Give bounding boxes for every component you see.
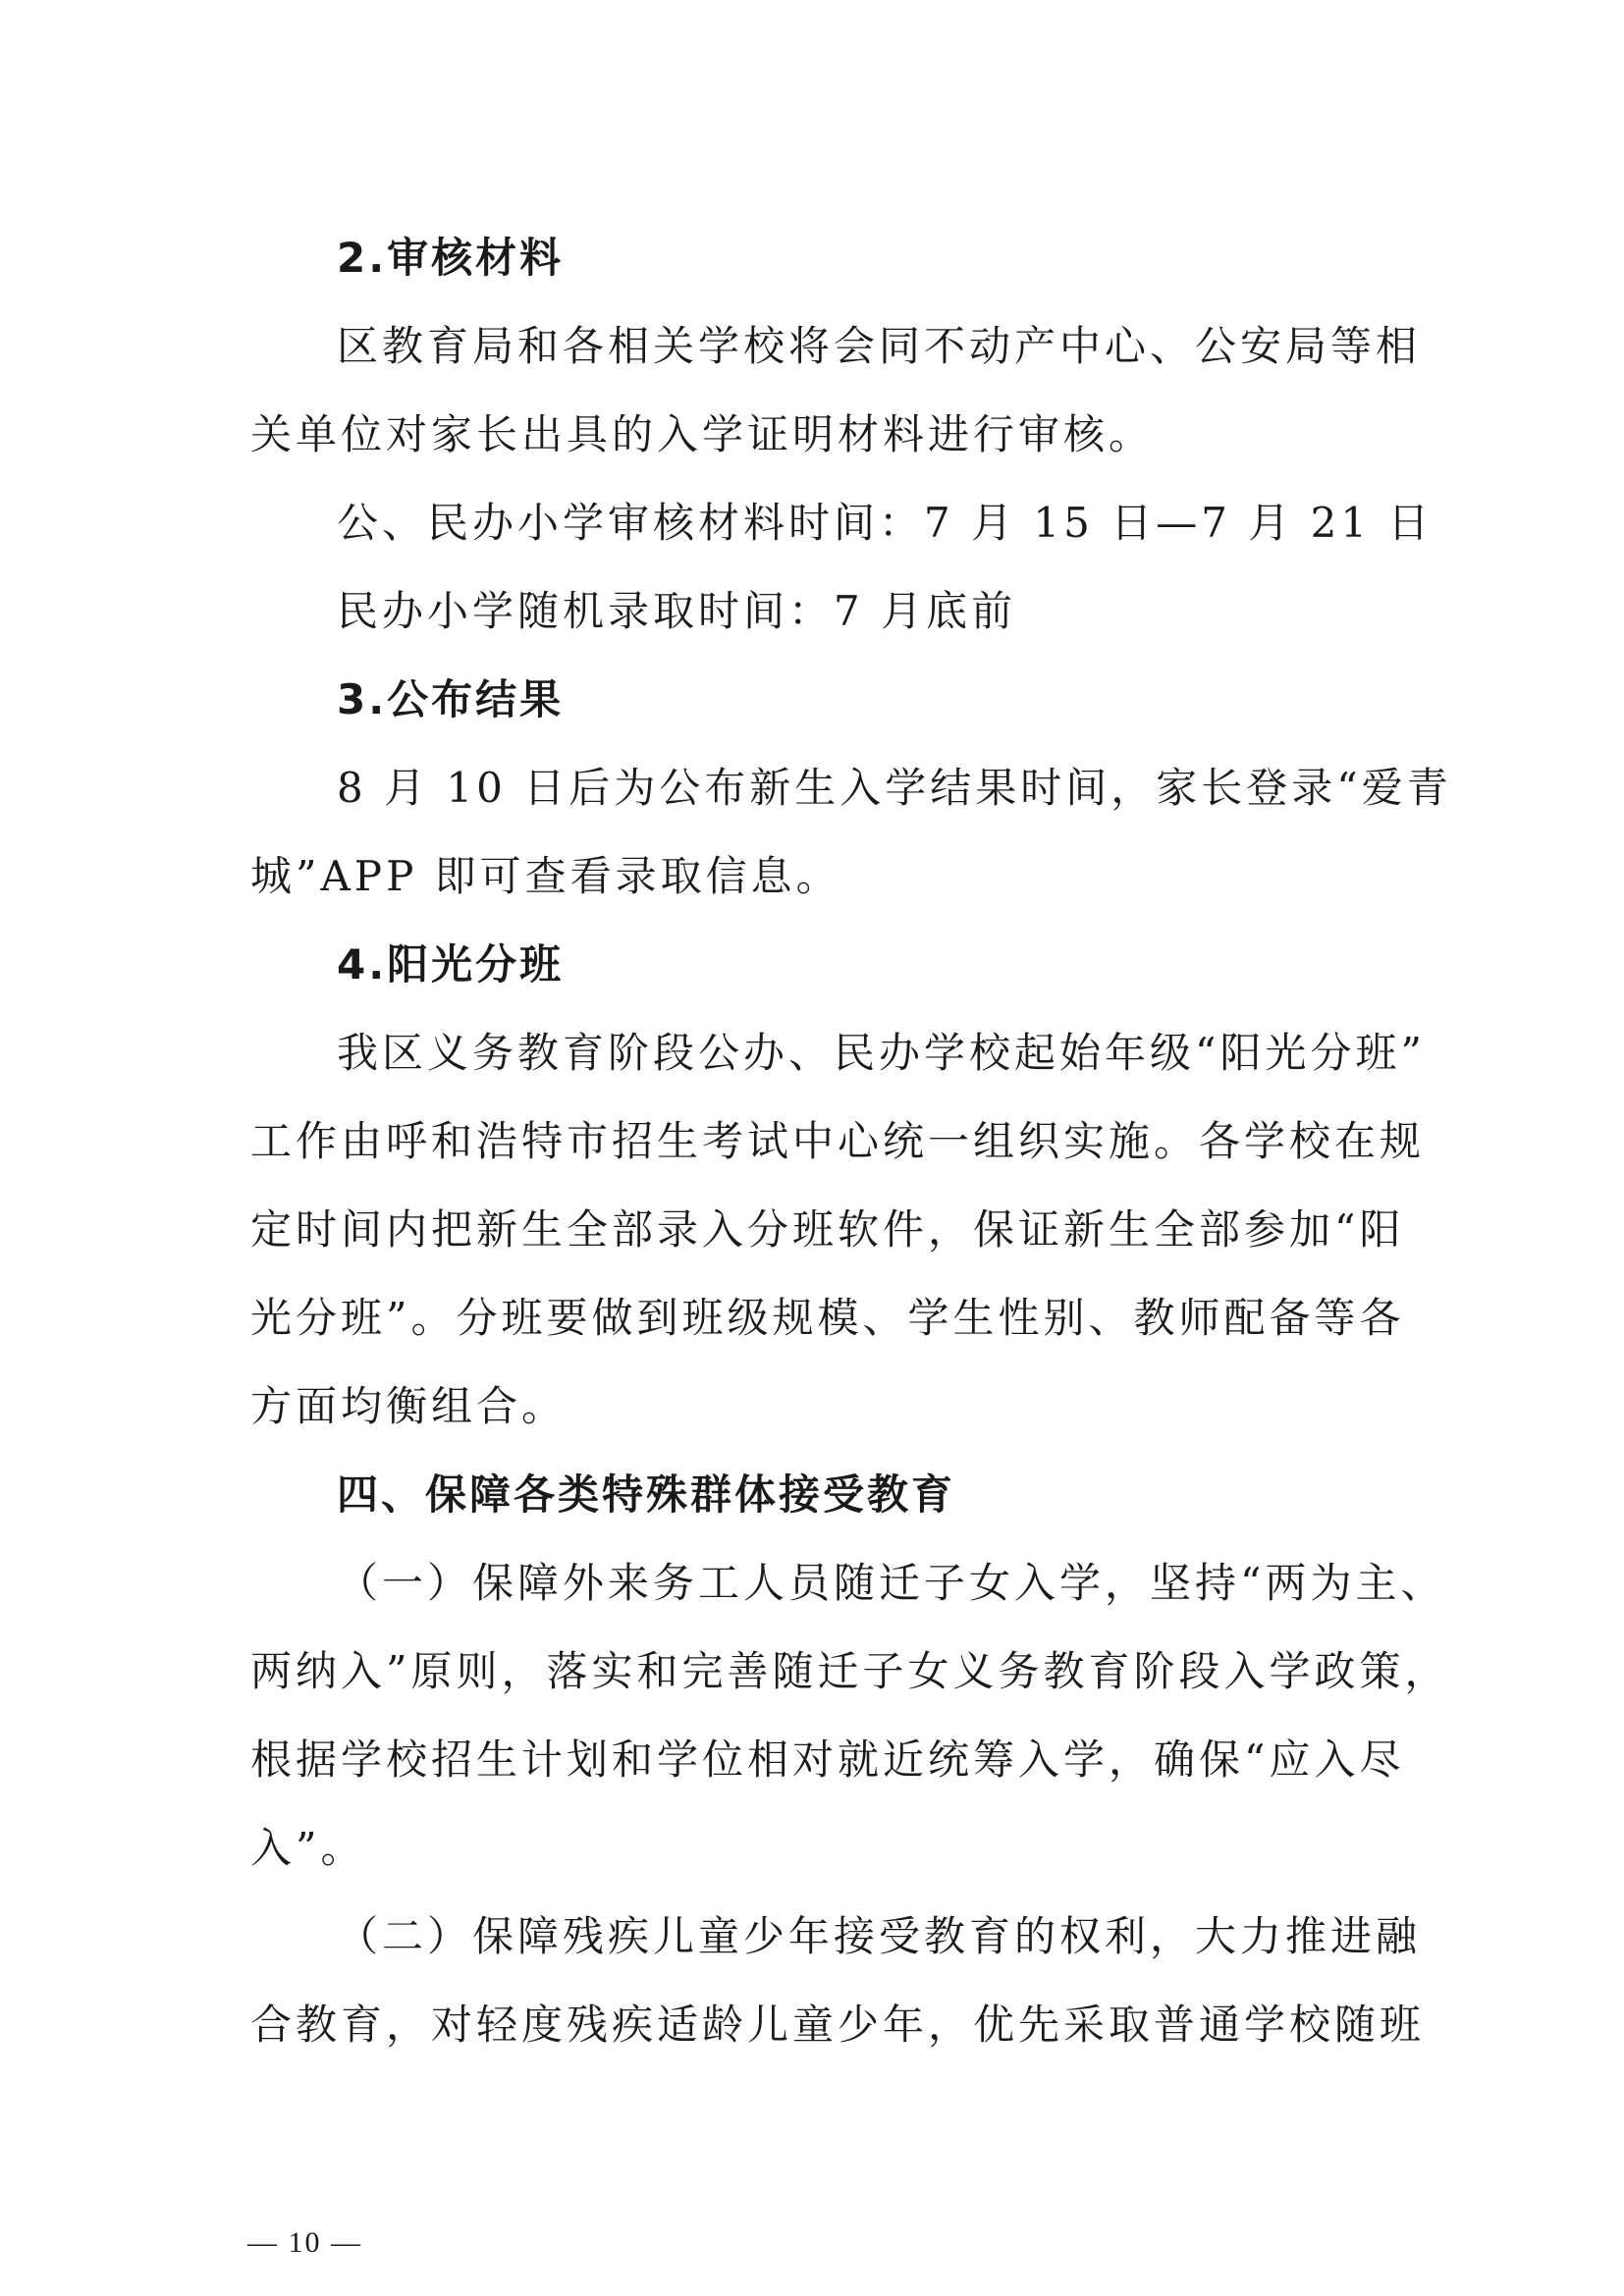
section-4-paragraph-line: 方面均衡组合。 xyxy=(250,1382,568,1430)
part-4-item-1-line: 根据学校招生计划和学位相对就近统筹入学，确保“应入尽 xyxy=(250,1735,1405,1784)
part-4-item-1-line: 两纳入”原则，落实和完善随迁子女义务教育阶段入学政策， xyxy=(250,1647,1450,1695)
section-4-heading: 4.阳光分班 xyxy=(337,940,565,988)
admission-time-line: 民办小学随机录取时间：7 月底前 xyxy=(337,587,1017,635)
section-2-heading: 2.审核材料 xyxy=(337,234,565,282)
part-4-item-1-line: 入”。 xyxy=(250,1824,366,1872)
review-time-line: 公、民办小学审核材料时间：7 月 15 日—7 月 21 日 xyxy=(337,499,1434,547)
part-4-item-1-line: （一）保障外来务工人员随迁子女入学，坚持“两为主、 xyxy=(337,1559,1446,1607)
page-number: — 10 — xyxy=(247,2226,362,2259)
section-3-heading: 3.公布结果 xyxy=(337,675,565,723)
section-2-paragraph-line: 关单位对家长出具的入学证明材料进行审核。 xyxy=(250,410,1155,458)
section-4-paragraph-line: 定时间内把新生全部录入分班软件，保证新生全部参加“阳 xyxy=(250,1205,1405,1254)
section-2-paragraph-line: 区教育局和各相关学校将会同不动产中心、公安局等相 xyxy=(337,322,1422,370)
section-4-paragraph-line: 光分班”。分班要做到班级规模、学生性别、教师配备等各 xyxy=(250,1294,1405,1342)
part-4-heading: 四、保障各类特殊群体接受教育 xyxy=(337,1470,956,1519)
part-4-item-2-line: （二）保障残疾儿童少年接受教育的权利，大力推进融 xyxy=(337,1912,1422,1960)
section-4-paragraph-line: 我区义务教育阶段公办、民办学校起始年级“阳光分班” xyxy=(337,1029,1426,1077)
section-3-paragraph-line: 城”APP 即可查看录取信息。 xyxy=(250,852,841,900)
document-body xyxy=(250,214,1452,2069)
section-3-paragraph-line: 8 月 10 日后为公布新生入学结果时间，家长登录“爱青 xyxy=(337,764,1452,812)
section-4-paragraph-line: 工作由呼和浩特市招生考试中心统一组织实施。各学校在规 xyxy=(250,1117,1426,1165)
part-4-item-2-line: 合教育，对轻度残疾适龄儿童少年，优先采取普通学校随班 xyxy=(250,2001,1426,2049)
